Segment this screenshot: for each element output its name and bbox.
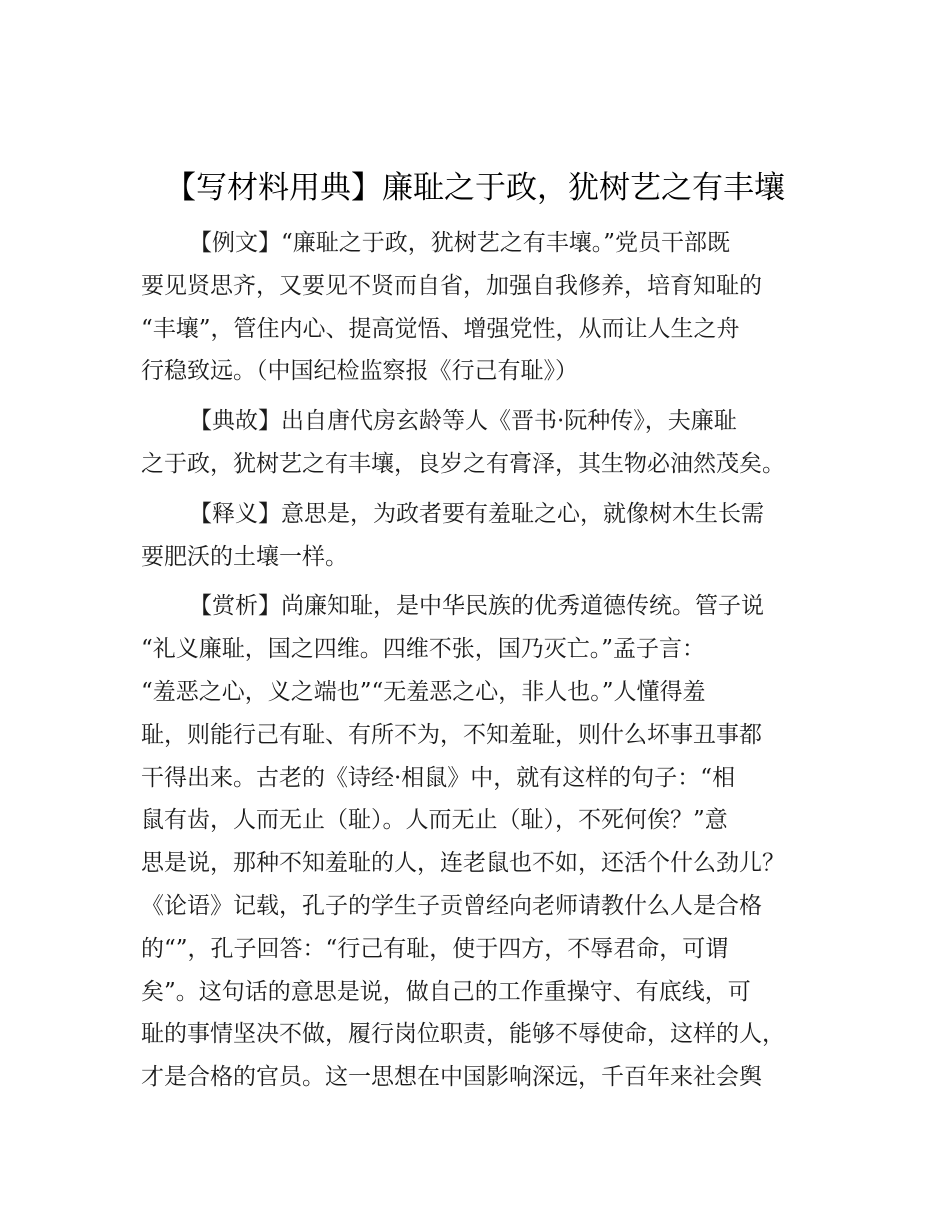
paragraph-line: “丰壤”，管住内心、提高觉悟、增强党性，从而让人生之舟 <box>141 315 740 342</box>
paragraph-line: 【例文】“廉耻之于政，犹树艺之有丰壤。”党员干部既 <box>189 230 731 256</box>
paragraph-line: 【典故】出自唐代房玄龄等人《晋书·阮种传》，夫廉耻 <box>189 408 737 435</box>
paragraph-line: 矣”。这句话的意思是说，做自己的工作重操守、有底线，可 <box>141 978 751 1005</box>
paragraph-line: 思是说，那种不知羞耻的人，连老鼠也不如，还活个什么劲儿？ <box>141 850 785 877</box>
paragraph-allusion <box>141 400 831 486</box>
document-body <box>141 222 831 1106</box>
paragraph-line: 耻，则能行己有耻、有所不为，不知羞耻，则什么坏事丑事都 <box>141 721 762 748</box>
paragraph-line: “礼义廉耻，国之四维。四维不张，国乃灭亡。”孟子言： <box>141 636 706 663</box>
paragraph-line: 行稳致远。（中国纪检监察报《行己有耻》） <box>141 358 578 385</box>
paragraph-line: 【赏析】尚廉知耻，是中华民族的优秀道德传统。管子说 <box>189 593 764 620</box>
paragraph-line: 《论语》记载，孔子的学生子贡曾经向老师请教什么人是合格 <box>141 892 762 919</box>
paragraph-line: 之于政，犹树艺之有丰壤，良岁之有膏泽，其生物必油然茂矣。 <box>141 450 785 477</box>
paragraph-explanation <box>141 493 831 579</box>
paragraph-line: 鼠有齿，人而无止（耻）。人而无止（耻），不死何俟？”意 <box>141 807 728 834</box>
paragraph-line: “羞恶之心，义之端也”“无羞恶之心，非人也。”人懂得羞 <box>141 678 706 705</box>
paragraph-line: 才是合格的官员。这一思想在中国影响深远，千百年来社会舆 <box>141 1064 762 1091</box>
paragraph-appreciation <box>141 585 831 1099</box>
page-title: 【写材料用典】廉耻之于政，犹树艺之有丰壤 <box>165 170 785 206</box>
paragraph-line: 要见贤思齐，又要见不贤而自省，加强自我修养，培育知耻的 <box>141 272 762 299</box>
paragraph-line: 要肥沃的土壤一样。 <box>141 543 348 570</box>
paragraph-line: 的“”，孔子回答：“行己有耻，使于四方，不辱君命，可谓 <box>141 935 729 962</box>
paragraph-line: 【释义】意思是，为政者要有羞耻之心，就像树木生长需 <box>189 500 764 527</box>
paragraph-line: 耻的事情坚决不做，履行岗位职责，能够不辱使命，这样的人， <box>141 1021 785 1048</box>
paragraph-example <box>141 222 831 393</box>
paragraph-line: 干得出来。古老的《诗经·相鼠》中，就有这样的句子：“相 <box>141 764 736 791</box>
